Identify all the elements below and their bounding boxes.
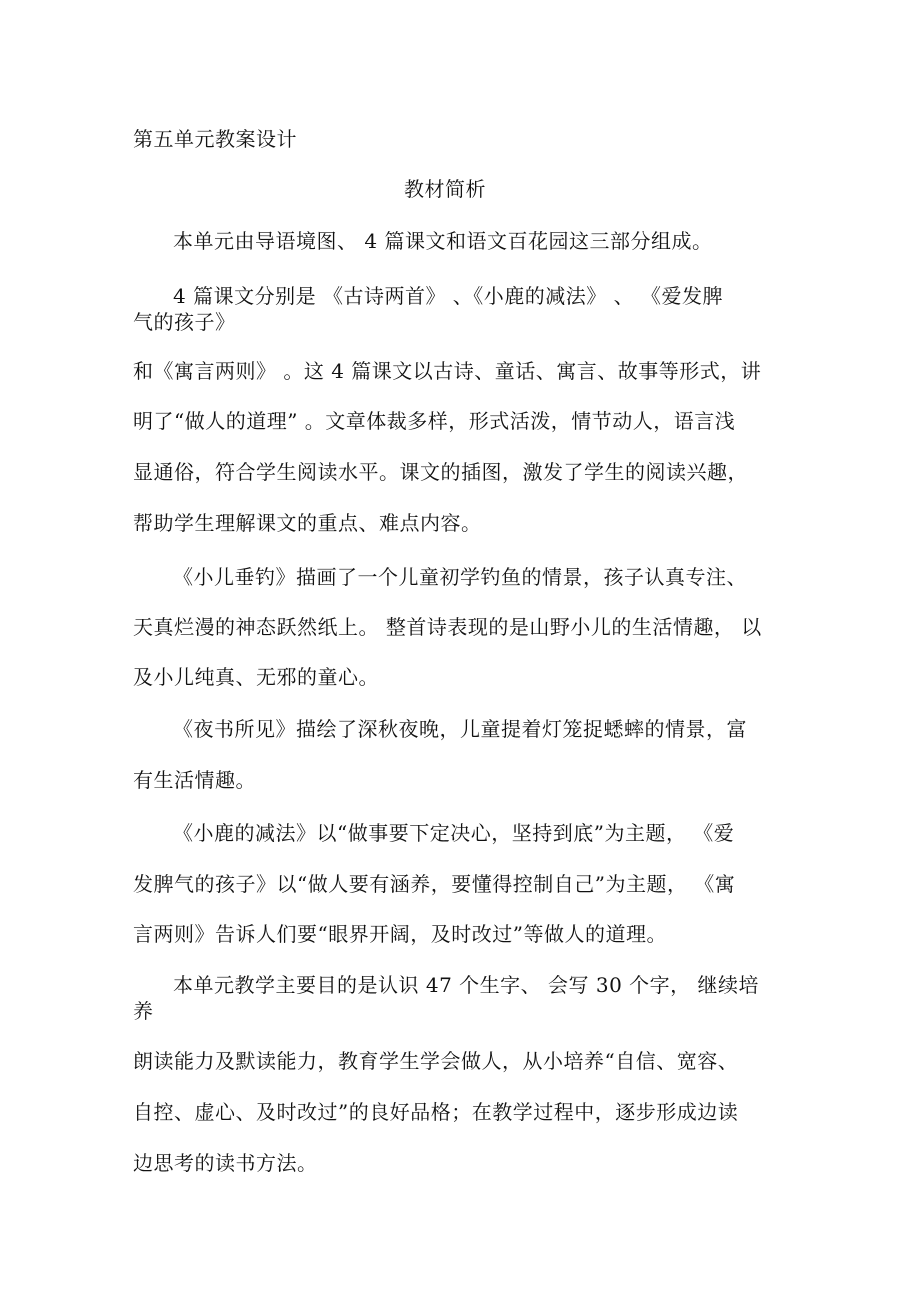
section-title: 教材简析 [404,177,486,201]
paragraph-line: 《夜书所见》描绘了深秋夜晚，儿童提着灯笼捉蟋蟀的情景，富 [173,717,747,741]
paragraph-line: 明了“做人的道理” 。文章体裁多样，形式活泼，情节动人，语言浅 [133,409,736,433]
document-title: 第五单元教案设计 [133,127,297,151]
paragraph-line: 气的孩子》 [133,310,236,334]
paragraph-line: 本单元由导语境图、 4 篇课文和语文百花园这三部分组成。 [173,229,713,253]
paragraph-line: 言两则》告诉人们要“眼界开阔，及时改过”等做人的道理。 [133,922,667,946]
paragraph-line: 有生活情趣。 [133,768,256,792]
paragraph-line: 自控、虚心、及时改过”的良好品格；在教学过程中，逐步形成边读 [133,1100,739,1124]
paragraph-line: 朗读能力及默读能力，教育学生学会做人，从小培养“自信、宽容、 [133,1049,739,1073]
paragraph-line: 和《寓言两则》 。这 4 篇课文以古诗、童话、寓言、故事等形式，讲 [133,359,762,383]
paragraph-line: 显通俗，符合学生阅读水平。课文的插图，激发了学生的阅读兴趣， [133,460,748,484]
paragraph-line: 养 [133,999,154,1023]
paragraph-line: 本单元教学主要目的是认识 47 个生字、 会写 30 个字， 继续培 [173,973,760,997]
paragraph-line: 及小儿纯真、无邪的童心。 [133,665,379,689]
paragraph-line: 《小儿垂钓》描画了一个儿童初学钓鱼的情景，孩子认真专注、 [173,565,747,589]
paragraph-line: 边思考的读书方法。 [133,1151,318,1175]
paragraph-line: 帮助学生理解课文的重点、难点内容。 [133,511,482,535]
paragraph-line: 天真烂漫的神态跃然纸上。 整首诗表现的是山野小儿的生活情趣， 以 [133,615,762,639]
paragraph-line: 《小鹿的减法》以“做事要下定决心，坚持到底”为主题， 《爱 [173,821,735,845]
paragraph-line: 4 篇课文分别是 《古诗两首》 、《小鹿的减法》 、 《爱发脾 [173,284,724,308]
paragraph-line: 发脾气的孩子》以“做人要有涵养，要懂得控制自己”为主题， 《寓 [133,872,736,896]
